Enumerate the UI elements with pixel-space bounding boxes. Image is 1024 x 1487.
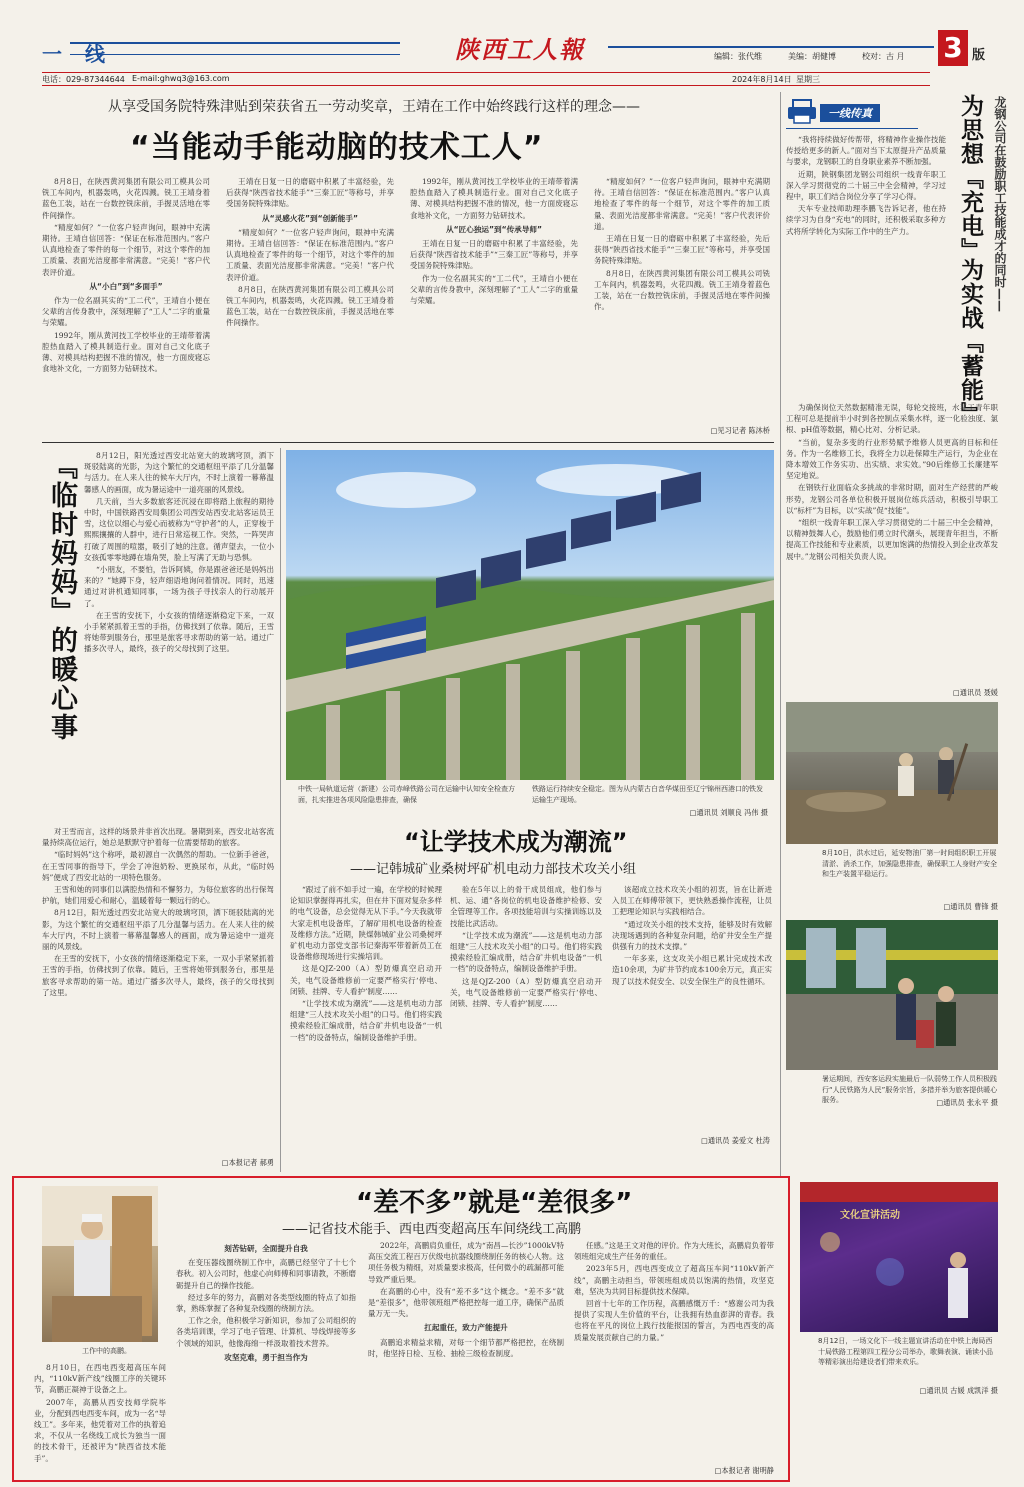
feature-paragraph: 2007年，高鹏从西安技师学院毕业，分配到西电西变车间，成为一名“导线工”。多年来，他凭着对工作的执着追求，不仅从一名绕线工成长为独当一面的技术骨干，还被评为“陕西省技术能手”。 — [34, 1397, 166, 1463]
trend-paragraph: “让学技术成为潮流”——这是机电动力部组建“三人技术攻关小组”的口号。他们将实践摸索经验汇编成册，结合矿井机电设备“一机一档”的设备特点，编制设备维护手册。 — [450, 930, 602, 974]
lead-byline: □见习记者 陈沐桥 — [710, 426, 770, 435]
right-paragraph: “当前，复杂多变的行业形势赋予维修人员更高的目标和任务。作为一名维修工长，我将全力以赴保障生产运行，为企业在降本增效工作务实功、出实绩、求实效。”90后维修工长廉建军坚定地说。 — [786, 437, 998, 481]
section-label: 一 线 — [42, 42, 113, 66]
worker-photo-caption: 工作中的高鹏。 — [82, 1347, 131, 1355]
issue-date: 2024年8月14日 — [732, 75, 792, 84]
temp-mother-paragraph: “小朋友，不要怕，告诉阿姨，你是跟爸爸还是妈妈出来的？”她蹲下身，轻声细语地询问着情况。同时，迅速通过对讲机通知同事，一场为孩子寻找亲人的行动展开了。 — [84, 565, 274, 608]
lead-paragraph: 1992年，刚从黄河技工学校毕业的王靖带着满腔热血踏入了模具制造行业。面对自己文化底子薄、对模具结构把握不准的情况，他一方面废寝忘食地补文化，一方面努力钻研技术。 — [42, 330, 210, 374]
logo-rule — [608, 46, 934, 48]
feature-paragraph: 回首十七年的工作历程，高鹏感慨万千：“感谢公司为我提供了实现人生价值的平台，让我拥有热血澎湃的青春。我也将在平凡的岗位上践行技能报国的誓言，为西电西变的高质量发展贡献自己的力量。” — [574, 1299, 774, 1342]
temp-mother-text-bottom — [42, 826, 274, 1152]
feature-paragraph: 高鹏追求精益求精，对每一个细节都严格把控，在绕制时，他坚持日检、互检、抽检三级检查制度。 — [368, 1337, 564, 1358]
feature-paragraph: 8月10日，在西电西变超高压车间内，“110kV新产线”线圈工序的关键环节，高鹏正凝神于设备之上。 — [34, 1363, 166, 1395]
right-text-top — [786, 134, 946, 402]
train-photo-byline: □通讯员 刘顺良 冯伟 摄 — [689, 808, 768, 817]
feature-paragraph: 经过多年的努力，高鹏对各类型线圈的特点了如指掌，熟练掌握了各种复杂线圈的绕制方法。 — [176, 1292, 356, 1314]
feature-headline: “差不多”就是“差很多” — [356, 1188, 633, 1218]
feature-subhead: 扛起重任，致力产能提升 — [424, 1323, 508, 1333]
lead-paragraph: 作为一位名副其实的“工二代”，王靖自小便在父辈的言传身教中，深刻理解了“工人”二字的重量与荣耀。 — [410, 273, 578, 306]
train-caption-right: 铁路运行持续安全稳定。图为从内蒙古白音华煤田至辽宁锦州西港口的铁发运输生产现场。 — [532, 785, 763, 804]
lead-col-2 — [226, 176, 394, 438]
train-staff-caption: 暑运期间，西安客运段实施最后一队弱势工作人员积极践行“人民铁路为人民”服务宗旨，多措并举为旅客提供暖心服务。 — [822, 1075, 998, 1104]
column-divider — [280, 448, 281, 1172]
stage-caption-byline: □通讯员 古媛 成凯洋 摄 — [919, 1386, 998, 1395]
temp-mother-title: 『临时妈妈』的暖心事 — [46, 452, 77, 742]
train-caption-left: 中铁一局轨道运营（新建）公司赤峰铁路公司在运输中认知安全检查方面，扎实推进各项风险隐患排查，确保 — [298, 785, 515, 804]
lead-paragraph: 作为一位名副其实的“工二代”，王靖自小便在父辈的言传身教中，深刻理解了“工人”二字的重量与荣耀。 — [42, 296, 210, 328]
lead-paragraph: “精度如何？”一位客户轻声询问，眼神中充满期待。王靖自信回答：“保证在标准范围内。”客户认真地检查了零件的每一个细节，对这个零件的加工质量、表面光洁度都非常满意。“完美！”客户代表评价道。 — [42, 222, 210, 277]
trend-headline: “让学技术成为潮流” — [404, 828, 628, 856]
lead-paragraph: “精度如何？”一位客户轻声询问，眼神中充满期待。王靖自信回答：“保证在标准范围内。”客户认真地检查了零件的每一个细节，对这个零件的加工质量、表面光洁度都非常满意。“完美！”客户代表评价道。 — [226, 227, 394, 282]
trend-paragraph: 一年多来，这支攻关小组已累计完成技术改造10余项，为矿井节约成本100余万元，真正实现了以技术促安全、以安全保生产的良性循环。 — [612, 954, 772, 986]
feature-subhead: 攻坚克难，勇于担当作为 — [224, 1352, 308, 1362]
feature-paragraph: 任感。”这是王文对他的评价。作为大班长，高鹏肩负着带领班组完成生产任务的重任。 — [574, 1241, 774, 1262]
worker-photo — [42, 1186, 158, 1342]
lead-col-3 — [410, 176, 578, 438]
right-paragraph: 在钢铁行业面临众多挑战的非常时期，面对生产经营的严峻形势，龙钢公司各单位积极开展岗位练兵活动，积极引导职工以“标杆”为目标，以“实战”促“技能”。 — [786, 483, 998, 515]
temp-mother-paragraph: 在王雪的安抚下，小女孩的情绪逐渐稳定下来，一双小手紧紧抓着王雪的手指，仿佛找到了依靠。随后，王雪将她带到服务台，那里是旅客寻求帮助的第一站。通过广播多次寻人，最终，孩子的父母找到了这里。 — [42, 954, 274, 997]
section-bar — [70, 42, 400, 55]
right-paragraph: “组织一线青年职工深入学习贯彻党的二十届三中全会精神，以精神鼓舞人心，鼓励他们勇立时代潮头，展现青年担当，不断提高工作技能和专业素质，以更加饱满的热情投入到企业改革发展中。”龙钢公司相关负责人说。 — [786, 518, 998, 561]
feature-col-1 — [176, 1240, 356, 1478]
feature-col-0 — [34, 1362, 166, 1476]
feature-paragraph: 在高鹏的心中，没有“差不多”这个概念。“差不多”就是“差很多”，他带领班组严格把控每一道工序，确保产品质量万无一失。 — [368, 1286, 564, 1319]
editor-credit: 编辑：张代维 — [714, 52, 762, 61]
temp-mother-byline: □本报记者 郝勇 — [221, 1158, 274, 1167]
trend-paragraph: “通过攻关小组的技术支持，能够及时有效解决现场遇到的各种复杂问题，给矿井安全生产提供强有力的技术支撑。” — [612, 919, 772, 952]
masthead — [0, 0, 1024, 88]
proofreader-credit: 校对：古 月 — [862, 52, 905, 61]
lead-paragraph: “精度如何？”一位客户轻声询问，眼神中充满期待。王靖自信回答：“保证在标准范围内。”客户认真地检查了零件的每一个细节，对这个零件的加工质量、表面光洁度都非常满意。“完美！”客户代表评价道。 — [594, 177, 770, 231]
brand-label: 一线传真 — [820, 104, 880, 122]
stage-performance-photo — [800, 1182, 998, 1332]
trend-col-3 — [612, 884, 772, 1134]
train-staff-photo — [786, 920, 998, 1070]
trend-subtitle: ——记韩城矿业桑树坪矿机电动力部技术攻关小组 — [350, 862, 637, 877]
right-paragraph: 为确保岗位天然数据精准无误，每轮交接班，水泵工青年职工程可总是提前半小时到各控制点采集水样，逐一化验浊度、氯根、pH值等数据，精心比对、分析记录。 — [786, 403, 998, 435]
newspaper-logo: 陕西工人報 — [455, 35, 585, 64]
temp-mother-paragraph: 王雪和她的同事们以满腔热情和不懈努力，为每位旅客的出行保驾护航，她们用爱心和耐心，温暖着每一颗远行的心。 — [42, 885, 274, 906]
lead-paragraph: 1992年，刚从黄河技工学校毕业的王靖带着满腔热血踏入了模具制造行业。面对自己文化底子薄、对模具结构把握不准的情况，他一方面废寝忘食地补文化，一方面努力钻研技术。 — [410, 177, 578, 220]
temp-mother-paragraph: “临时妈妈”这个称呼，最初源自一次偶然的帮助。一位新手爸爸，在王雪同事的指导下，学会了冲泡奶粉、更换尿布，从此，“临时妈妈”便成了西安北站的一项特色服务。 — [42, 850, 274, 882]
feature-subhead: 刻苦钻研，全面提升自我 — [224, 1244, 308, 1253]
right-paragraph: 天车专业技师助理李鹏飞告诉记者，他在持续学习为自身“充电”的同时，还积极采取多种方式将所学转化为实际工作中的生产力。 — [786, 204, 946, 236]
trend-paragraph: 验在5年以上的骨干成员组成，他们参与机、运、通”各岗位的机电设备维护检修、安全管理等工作。各项技能培训与实操训练以及技能比武活动。 — [450, 885, 602, 928]
temp-mother-paragraph: 在王雪的安抚下，小女孩的情绪逐渐稳定下来，一双小手紧紧抓着王雪的手指，仿佛找到了依靠。随后，王雪将她带到服务台，那里是旅客寻求帮助的第一站。通过广播多次寻人，最终，孩子的父母找到了这里。 — [84, 610, 274, 654]
lead-paragraph: 王靖在日复一日的磨砺中积累了丰富经验，先后获得“陕西省技术能手”“三秦工匠”等称号，并享受国务院特殊津贴。 — [410, 239, 578, 271]
trend-paragraph: 这是QJZ-200（A）型防爆真空启动开关，电气设备维修前一定要严格实行‘停电、闭锁、挂牌、专人看护’制度…… — [450, 976, 602, 1009]
right-vertical-intro: 龙钢公司在鼓励职工技能成才的同时—— — [993, 96, 1007, 312]
lead-headline: “当能动手能动脑的技术工人” — [130, 130, 544, 165]
divider — [42, 442, 774, 443]
flood-caption-byline: □通讯员 曹锋 摄 — [943, 902, 998, 911]
phone: 电话：029-87344644 — [42, 75, 125, 84]
lead-paragraph: 王靖在日复一日的磨砺中积累了丰富经验，先后获得“陕西省技术能手”“三秦工匠”等称号，并享受国务院特殊津贴。 — [594, 234, 770, 266]
lead-kicker: 从享受国务院特殊津贴到荣获省五一劳动奖章，王靖在工作中始终践行这样的理念—— — [108, 99, 640, 115]
feature-col-3 — [574, 1240, 774, 1466]
lead-col-1 — [42, 176, 210, 438]
freight-train-photo — [286, 450, 774, 780]
temp-mother-paragraph: 几天前，当大多数旅客还沉浸在即将踏上旅程的期待中时，中国铁路西安局集团公司西安站西安北站客运员王雪，这位以细心与爱心而被称为“守护者”的人，正穿梭于熙熙攘攘的人群中，进行日常巡视工作。突然，一阵哭声打破了周围的喧嚣，吸引了她的注意。循声望去，一位小女孩孤零零地蹲在墙角哭，脸上写满了无助与恐惧。 — [84, 496, 274, 562]
right-column-divider — [780, 92, 781, 1178]
designer-credit: 美编：胡健博 — [788, 52, 836, 61]
trend-col-1 — [290, 884, 442, 1146]
fax-icon — [786, 98, 818, 124]
right-paragraph: 近期，陕钢集团龙钢公司组织一线青年职工深入学习贯彻党的二十届三中全会精神，学习过程中，职工们结合岗位分享了学习心得。 — [786, 169, 946, 202]
trend-paragraph: “让学技术成为潮流”——这是机电动力部组建“三人技术攻关小组”的口号。他们将实践摸索经验汇编成册，结合矿井机电设备“一机一档”的设备特点，编制设备维护手册。 — [290, 999, 442, 1042]
page-label: 版 — [972, 48, 986, 63]
feature-paragraph: 2022年，高鹏肩负重任，成为“南昌—长沙”1000kV特高压交流工程百万伏级电抗器线圈绕制任务的核心人物。这项任务极为精细，对质量要求极高，任何微小的疏漏都可能导致严重后果。 — [368, 1241, 564, 1284]
trend-paragraph: 该超成立技术攻关小组的初衷，旨在让新进入员工在师傅带领下，更快熟悉操作流程，让员工把理论知识与实践相结合。 — [612, 885, 772, 917]
temp-mother-paragraph: 对王雪而言，这样的场景并非首次出现。暑期到来，西安北站客流量持续高位运行，她总是默默守护着每一位需要帮助的旅客。 — [42, 827, 274, 848]
page-number-box: 3 — [938, 30, 968, 66]
feature-byline: □本报记者 谢明静 — [714, 1466, 774, 1475]
lead-col-4 — [594, 176, 770, 426]
stage-banner: 文化宣讲活动 — [840, 1210, 900, 1221]
brand-rule — [786, 128, 918, 129]
right-paragraph: “我将持续做好传帮带，将精神作业操作技能传授给更多的新人。”面对当下太原提升产品质量与要求，龙钢职工的自身职业素养不断加强。 — [786, 135, 946, 167]
right-byline: □通讯员 聂媛 — [952, 688, 998, 697]
trend-paragraph: 这是QJZ-200（A）型防爆真空启动开关，电气设备维修前一定要严格实行‘停电、闭锁、挂牌、专人看护’制度…… — [290, 964, 442, 996]
email: E-mail:ghwq3@163.com — [132, 74, 230, 83]
lead-subhead: 从“匠心独运”到“传承导师” — [446, 224, 542, 234]
temp-mother-paragraph: 8月12日，阳光透过西安北站宽大的玻璃穹顶，洒下斑驳陆离的光影，为这个繁忙的交通枢纽平添了几分温馨与活力。在人来人往的候车大厅内，不时上演着一幕幕温馨感人的画面，成为暑运途中一道亮丽的风景线。 — [42, 908, 274, 952]
stage-caption: 8月12日，一场文化下一线主题宣讲活动在中铁上海局西十局铁路工程第四工程分公司举办，歌舞表演、诵读小品等精彩演出给建设者们带来欢乐。 — [818, 1337, 993, 1366]
feature-col-2 — [368, 1240, 564, 1478]
lead-paragraph: 8月8日，在陕西黄河集团有限公司工模具公司铣工车间内，机器轰鸣，火花四溅。铣工王靖身着蓝色工装，站在一台数控铣床前，手握灵活地在零件间操作。 — [42, 177, 210, 220]
flood-caption: 8月10日，洪水过后，延安物油厂第一时间组织职工开展清淤、消杀工作，加强隐患排查，确保职工人身财产安全和生产装置平稳运行。 — [822, 849, 997, 878]
temp-mother-paragraph: 8月12日，阳光透过西安北站宽大的玻璃穹顶，洒下斑驳陆离的光影，为这个繁忙的交通枢纽平添了几分温馨与活力。在人来人往的候车大厅内，不时上演着一幕幕温馨感人的画面，成为暑运途中一道亮丽的风景线。 — [84, 451, 274, 494]
right-headline-2: 为实战『蓄能』 — [957, 258, 983, 426]
feature-paragraph: 2023年5月，西电西变成立了超高压车间“110kV新产线”，高鹏主动担当，带领班组成员以饱满的热情，攻坚克难，坚决为共同目标提供技术保障。 — [574, 1264, 774, 1296]
lead-paragraph: 王靖在日复一日的磨砺中积累了丰富经验，先后获得“陕西省技术能手”“三秦工匠”等称号，并享受国务院特殊津贴。 — [226, 177, 394, 209]
lead-subhead: 从“灵感火花”到“创新能手” — [262, 213, 358, 223]
temp-mother-text-top — [84, 450, 274, 826]
weekday: 星期三 — [796, 75, 820, 84]
right-text-bottom — [786, 402, 998, 686]
lead-subhead: 从“小白”到“多面手” — [89, 281, 163, 291]
feature-paragraph: 工作之余，他积极学习新知识，参加了公司组织的各类培训课，学习了电子管理、计算机、导线焊接等多个领域的知识，他像海绵一样汲取着技术营养。 — [176, 1316, 356, 1348]
trend-paragraph: “跟过了前不如手过一遍，在学校的时候理论知识掌握得再扎实，但在井下面对复杂多样的电气设备，总会觉得无从下手。”今天我就带大家走机电设备库，了解矿用机电设备的检查及维修方法。”近期，陕煤韩城矿业公司桑树坪矿机电动力部党支部书记秦海军带着新员工在设备维修现场进行实操培训。 — [290, 885, 442, 962]
trend-byline: □通讯员 姜爱文 杜涛 — [701, 1136, 770, 1145]
flood-cleanup-photo — [786, 702, 998, 844]
right-headline-1: 为思想『充电』 — [957, 94, 983, 262]
feature-subtitle: ——记省技术能手、西电西变超高压车间绕线工高鹏 — [282, 1222, 582, 1237]
lead-paragraph: 8月8日，在陕西黄河集团有限公司工模具公司铣工车间内，机器轰鸣，火花四溅。铣工王靖身着蓝色工装，站在一台数控铣床前，手握灵活地在零件间操作。 — [594, 268, 770, 312]
feature-paragraph: 在变压器线圈绕制工作中，高鹏已经坚守了十七个春秋。初入公司时，他虚心向师傅和同事请教，不断磨砺提升自己的操作技能。 — [176, 1258, 356, 1290]
trend-col-2 — [450, 884, 602, 1146]
train-staff-byline: □通讯员 张永平 摄 — [936, 1098, 998, 1107]
lead-paragraph: 8月8日，在陕西黄河集团有限公司工模具公司铣工车间内，机器轰鸣，火花四溅。铣工王靖身着蓝色工装，站在一台数控铣床前，手握灵活地在零件间操作。 — [226, 284, 394, 328]
